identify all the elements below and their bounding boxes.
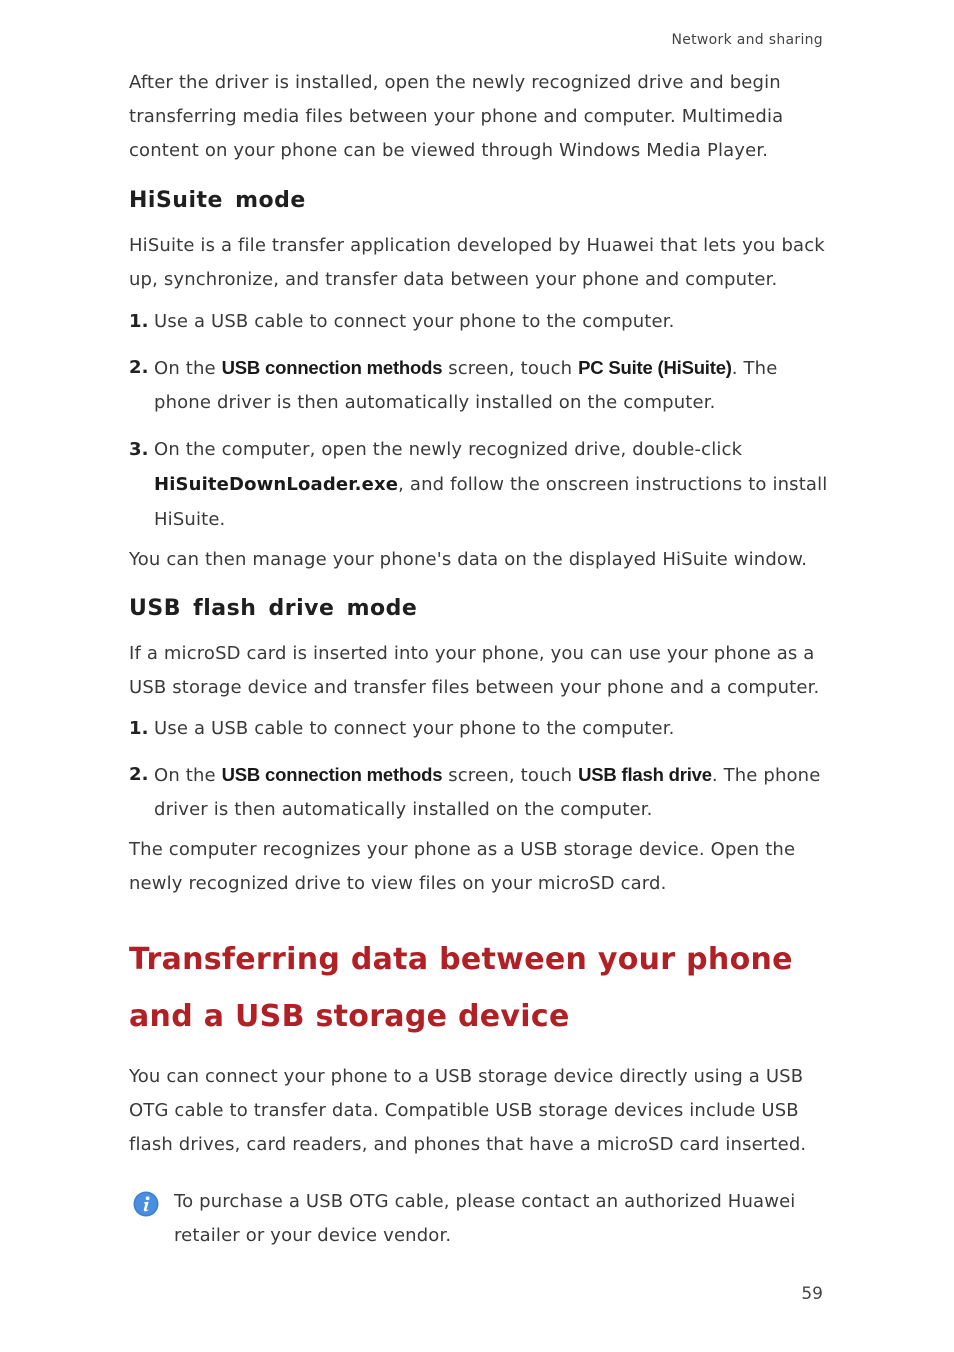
hisuite-step-1 (129, 305, 829, 339)
otg-paragraph: You can connect your phone to a USB storage device directly using a USB OTG cable to transfer data. Compatible USB storage devices include USB flash drives, card readers, and phones that have a microSD card inserted. (129, 1066, 807, 1155)
file-term-hisuite-downloader: HiSuiteDownLoader.exe (154, 474, 399, 495)
hisuite-paragraph: HiSuite is a file transfer application developed by Huawei that lets you back up, synchronize, and transfer data between your phone and computer. (129, 235, 825, 290)
step-number: 3. (129, 439, 149, 460)
intro-paragraph: After the driver is installed, open the newly recognized drive and begin transferring media files between your phone and computer. Multimedia content on your phone can be viewed through Windows Media Player. (129, 72, 784, 161)
page-number: 59 (801, 1284, 823, 1304)
hisuite-step-3 (129, 432, 829, 537)
step-number: 1. (129, 718, 149, 739)
step-text-pre: On the (154, 358, 222, 379)
step-number: 2. (129, 357, 149, 378)
hisuite-step-2 (129, 351, 829, 420)
ui-term-pc-suite: PC Suite (HiSuite) (578, 357, 732, 378)
running-header: Network and sharing (671, 32, 823, 48)
note-text: To purchase a USB OTG cable, please contact an authorized Huawei retailer or your device vendor. (174, 1191, 796, 1246)
step-number: 2. (129, 764, 149, 785)
step-text-pre: On the (154, 765, 222, 786)
page-content (129, 66, 829, 1253)
step-text-mid: screen, touch (442, 765, 579, 786)
ui-term-usb-connection-methods: USB connection methods (221, 764, 443, 785)
step-text: Use a USB cable to connect your phone to the computer. (154, 718, 675, 739)
usb-flash-step-2 (129, 758, 829, 827)
hisuite-heading: HiSuite mode (129, 188, 306, 213)
ui-term-usb-connection-methods: USB connection methods (221, 357, 443, 378)
usb-flash-step-1 (129, 712, 829, 746)
step-text: Use a USB cable to connect your phone to the computer. (154, 311, 675, 332)
hisuite-steps (129, 305, 829, 537)
ui-term-usb-flash-drive: USB flash drive (578, 764, 712, 785)
otg-section-heading: Transferring data between your phone and a USB storage device (129, 942, 793, 1034)
step-text-mid: screen, touch (442, 358, 579, 379)
step-text-pre: On the computer, open the newly recognized drive, double-click (154, 439, 743, 460)
step-text-post: . The phone driver is then automatically installed on the computer. (154, 358, 778, 413)
usb-flash-closing: The computer recognizes your phone as a USB storage device. Open the newly recognized drive to view files on your microSD card. (129, 839, 796, 894)
step-number: 1. (129, 311, 149, 332)
step-text-post: , and follow the onscreen instructions to install HiSuite. (154, 474, 828, 530)
step-text-post: . The phone driver is then automatically installed on the computer. (154, 765, 821, 820)
info-icon (133, 1191, 159, 1217)
usb-flash-heading: USB flash drive mode (129, 596, 418, 621)
note-callout (129, 1185, 829, 1253)
hisuite-closing: You can then manage your phone's data on the displayed HiSuite window. (129, 549, 808, 570)
usb-flash-paragraph: If a microSD card is inserted into your phone, you can use your phone as a USB storage device and transfer files between your phone and a computer. (129, 643, 820, 698)
usb-flash-steps (129, 712, 829, 827)
